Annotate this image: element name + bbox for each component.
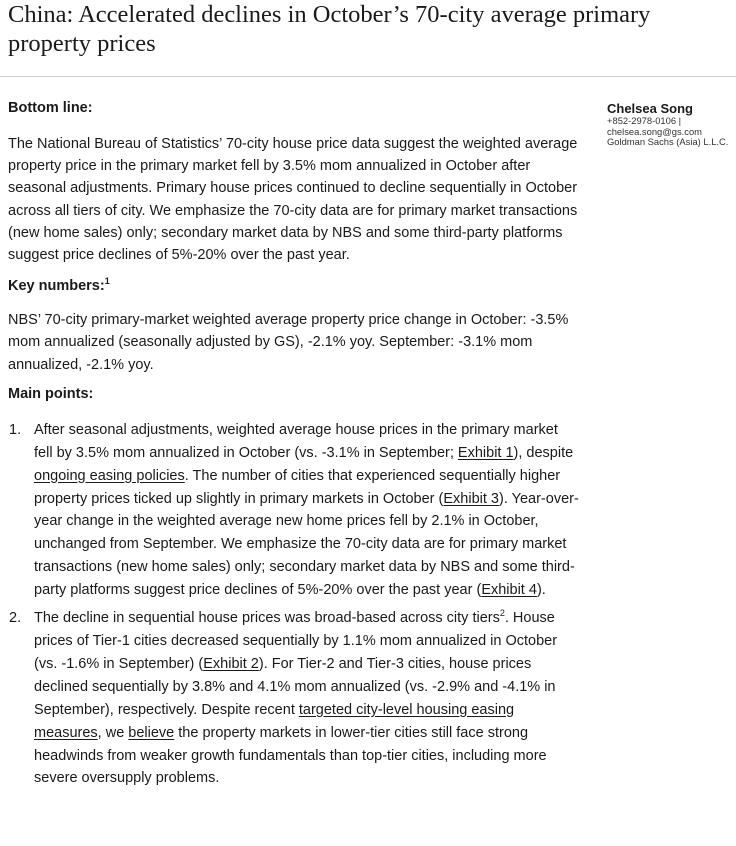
exhibit-2-link[interactable]: Exhibit 2	[203, 655, 259, 672]
exhibit-1-link[interactable]: Exhibit 1	[457, 444, 514, 461]
footnote-1-mark[interactable]: 1	[104, 276, 110, 287]
list-item-number: 2.	[9, 610, 22, 627]
exhibit-3-link[interactable]: Exhibit 3	[443, 490, 499, 507]
point-text: ). For Tier-2 and Tier-3 cities, house prices declined sequentially by 3.8% and 4.1% mom annualized (vs. -2.9% and -4.1% in September), respectively. Despite recent	[34, 655, 556, 718]
point-text: ). Year-over-year change in the weighted average new home prices fell by 2.1% in October, unchanged from September. We emphasize the 70-city data are for primary market transactions (new home sales) only; secondary market data by NBS and some third-party platforms suggest price declines of 5%-20% over the past year (	[34, 490, 579, 599]
targeted-easing-measures-link[interactable]: targeted city-level housing easing measures	[34, 701, 515, 741]
key-numbers-heading-text: Key numbers:	[8, 278, 105, 295]
list-item	[8, 607, 580, 790]
report-title: China: Accelerated declines in October’s 70-city average primary property prices	[8, 1, 651, 57]
point-text: ).	[536, 582, 546, 599]
author-email[interactable]: chelsea.song@gs.com	[607, 125, 702, 137]
author-name: Chelsea Song	[607, 101, 693, 116]
believe-link[interactable]: believe	[128, 724, 175, 741]
point-text: After seasonal adjustments, weighted average house prices in the primary market fell by 3.5% mom annualized in October (vs. -3.1% in September;	[34, 421, 558, 461]
main-points-heading: Main points:	[8, 385, 94, 402]
key-numbers-heading	[8, 276, 580, 296]
point-text: . The number of cities that experienced sequentially higher property prices ticked up slightly in primary markets in October (	[34, 467, 561, 507]
author-company: Goldman Sachs (Asia) L.L.C.	[607, 136, 729, 147]
report-body	[8, 98, 580, 790]
author-block	[607, 101, 735, 148]
point-text: , we	[97, 724, 129, 741]
point-text: . House prices of Tier-1 cities decreased sequentially by 1.1% mom annualized in October (vs. -1.6% in September) (	[34, 610, 558, 672]
key-numbers-text: NBS’ 70-city primary-market weighted average property price change in October: -3.5% mom annualized (seasonally adjusted by GS), -2.1% yoy. September: -3.1% mom annualized, -2.1% yoy.	[8, 312, 569, 373]
author-phone: +852-2978-0106 |	[607, 115, 682, 126]
title-divider	[0, 76, 736, 77]
exhibit-4-link[interactable]: Exhibit 4	[481, 582, 537, 599]
point-text: The decline in sequential house prices was broad-based across city tiers	[34, 610, 500, 627]
point-text: the property markets in lower-tier cities still face strong headwinds from weaker growth fundamentals than top-tier cities, including more severe oversupply problems.	[34, 724, 547, 787]
bottom-line-text: The National Bureau of Statistics’ 70-city house price data suggest the weighted average property price in the primary market fell by 3.5% mom annualized in October after seasonal adjustments. Primary house prices continued to decline sequentially in October across all tiers of city. We emphasize the 70-city data are for primary market transactions (new home sales) only; secondary market data by NBS and some third-party platforms suggest price declines of 5%-20% over the past year.	[8, 136, 578, 264]
ongoing-easing-policies-link[interactable]: ongoing easing policies	[34, 467, 185, 484]
main-points-list	[8, 419, 580, 791]
point-text: ), despite	[513, 444, 574, 461]
bottom-line-heading: Bottom line:	[8, 100, 93, 116]
list-item	[8, 419, 580, 602]
list-item-number: 1.	[9, 421, 22, 438]
footnote-2-mark[interactable]: 2	[499, 608, 505, 619]
